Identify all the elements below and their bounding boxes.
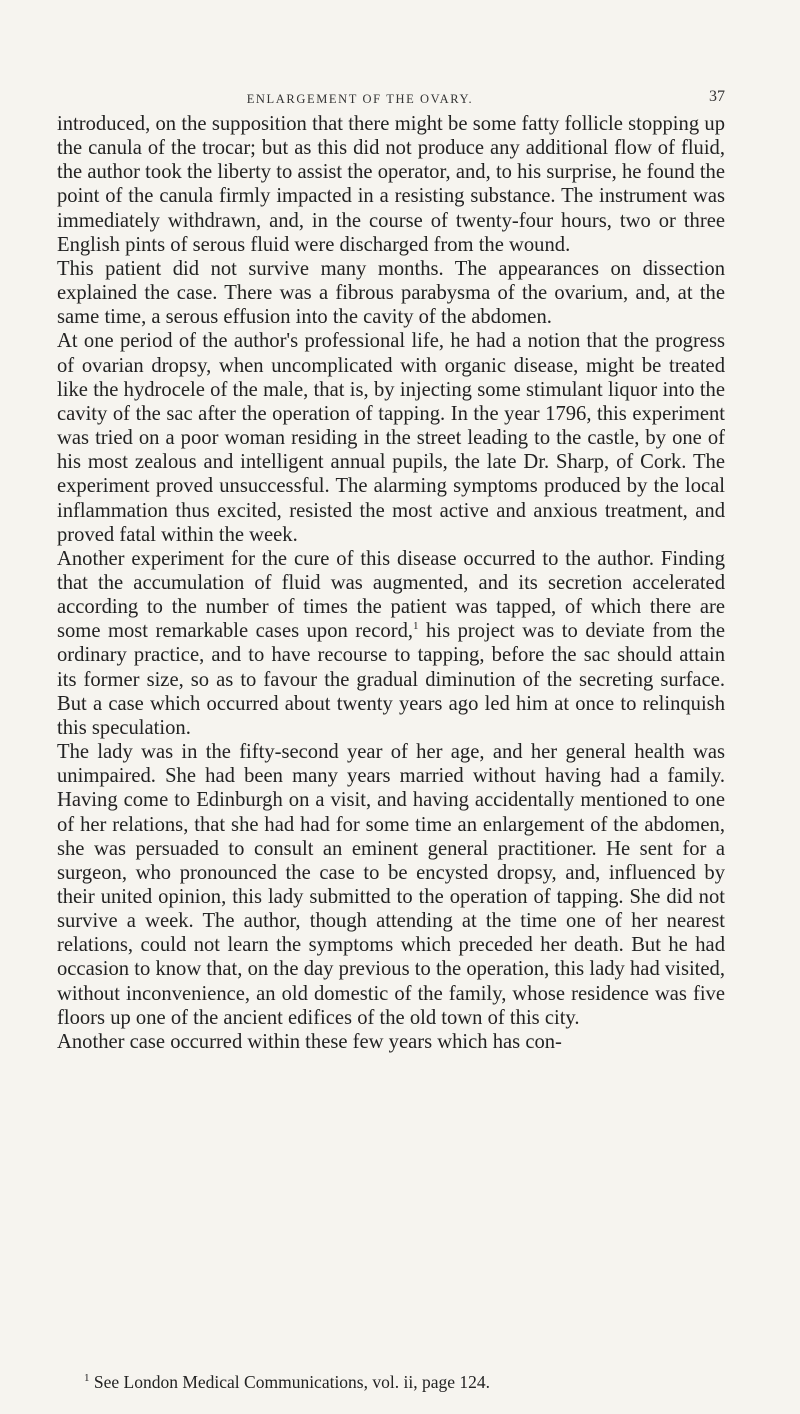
footnote — [84, 1371, 724, 1393]
paragraph-4-text-after: his project was to deviate from the ordinary practice, and to have recourse to tapping, before the sac should attain its former size, so as to favour the gradual diminution of the secreting surface. But a case which occurred about twenty years ago led him at once to relinquish this speculation. — [57, 620, 725, 739]
footnote-marker: 1 — [84, 1372, 90, 1385]
paragraph-4-text-before: Another experiment for the cure of this disease occurred to the author. Finding that the accumulation of fluid was augmented, and its secretion accelerated according to the number of times the patient was tapped, of which there are some most remarkable cases upon record, — [57, 547, 725, 643]
page-number: 37 — [709, 88, 725, 105]
paragraph-4 — [57, 547, 725, 740]
paragraph-1: introduced, on the supposition that there might be some fatty follicle stopping up the canula of the trocar; but as this did not produce any additional flow of fluid, the author took the liberty to assist the operator, and, to his surprise, he found the point of the canula firmly impacted in a resisting substance. The instrument was immediately withdrawn, and, in the course of twenty-four hours, two or three English pints of serous fluid were discharged from the wound. — [57, 113, 725, 256]
paragraph-5: The lady was in the fifty-second year of her age, and her general health was unimpaired. She had been many years married without having had a family. Having come to Edinburgh on a visit, and having accidentally mentioned to one of her relations, that she had had for some time an enlargement of the abdomen, she was persuaded to consult an eminent general practitioner. He sent for a surgeon, who pronounced the case to be encysted dropsy, and, influenced by their united opinion, this lady submitted to the operation of tapping. She did not survive a week. The author, though attending at the time one of her nearest relations, could not learn the symptoms which preceded her death. But he had occasion to know that, on the day previous to the operation, this lady had visited, without inconvenience, an old domestic of the family, whose residence was five floors up one of the ancient edifices of the old town of this city. — [57, 741, 725, 1029]
paragraph-2: This patient did not survive many months. The appearances on dissection explained the case. There was a fibrous parabysma of the ovarium, and, at the same time, a serous effusion into the cavity of the abdomen. — [57, 257, 725, 329]
body-text — [57, 112, 725, 1054]
paragraph-3: At one period of the author's professional life, he had a notion that the progress of ovarian dropsy, when uncomplicated with organic disease, might be treated like the hydrocele of the male, that is, by injecting some stimulant liquor into the cavity of the sac after the operation of tapping. In the year 1796, this experiment was tried on a poor woman residing in the street leading to the castle, by one of his most zealous and intelligent annual pupils, the late Dr. Sharp, of Cork. The experiment proved unsuccessful. The alarming symptoms produced by the local inflammation thus excited, resisted the most active and anxious treatment, and proved fatal within the week. — [57, 330, 725, 546]
footnote-text: See London Medical Communications, vol. ii, page 124. — [93, 1372, 490, 1392]
running-head: ENLARGEMENT OF THE OVARY. — [246, 92, 474, 106]
paragraph-6: Another case occurred within these few years which has con- — [57, 1030, 562, 1053]
footnote-reference: 1 — [413, 620, 419, 633]
